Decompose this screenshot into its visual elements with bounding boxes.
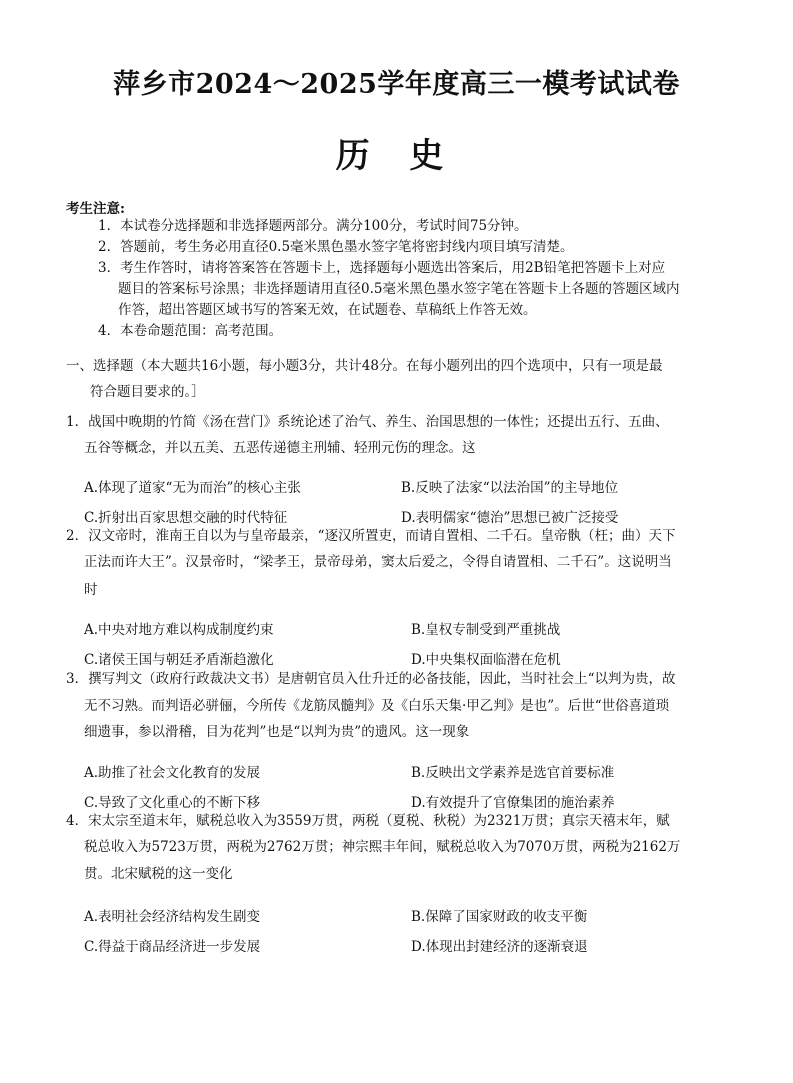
question-2-stem: 时 (84, 582, 98, 598)
question-3-stem: 3．撰写判文（政府行政裁决文书）是唐朝官员入仕升迁的必备技能，因此，当时社会上“以判为贵，故 (66, 671, 676, 687)
question-1-stem: 1．战国中晚期的竹简《汤在营门》系统论述了治气、养生、治国思想的一体性；还提出五行、五曲、 (66, 414, 669, 430)
notice-item: 3．考生作答时，请将答案答在答题卡上，选择题每小题选出答案后，用2B铅笔把答题卡上对应 (98, 260, 666, 276)
question-3-option-c: C.导致了文化重心的不断下移 (84, 795, 261, 811)
question-2-stem: 2．汉文帝时，淮南王自以为与皇帝最亲，“逐汉所置吏，而请自置相、二千石。皇帝骫（枉；曲）天下 (66, 528, 676, 544)
question-3-stem: 无不习熟。而判语必骈俪，今所传《龙筋凤髓判》及《白乐天集·甲乙判》是也”。后世“世俗喜道琐 (84, 698, 670, 714)
notice-item: 题目的答案标号涂黑；非选择题请用直径0.5毫米黑色墨水签字笔在答题卡上各题的答题区域内 (118, 281, 680, 297)
notice-heading: 考生注意: (66, 201, 125, 217)
notice-item: 2．答题前，考生务必用直径0.5毫米黑色墨水签字笔将密封线内项目填写清楚。 (98, 239, 574, 255)
section-instruction: 一、选择题（本大题共16小题，每小题3分，共计48分。在每小题列出的四个选项中，只有一项是最 (66, 358, 663, 374)
question-2-option-d: D.中央集权面临潜在危机 (411, 652, 561, 668)
exam-title: 萍乡市2024～2025学年度高三一模考试试卷 (113, 69, 680, 100)
question-1-option-a: A.体现了道家“无为而治”的核心主张 (84, 480, 301, 496)
question-4-option-a: A.表明社会经济结构发生剧变 (84, 909, 261, 925)
notice-item: 1．本试卷分选择题和非选择题两部分。满分100分，考试时间75分钟。 (98, 218, 528, 234)
question-3-option-b: B.反映出文学素养是选官首要标准 (411, 765, 615, 781)
question-4-option-b: B.保障了国家财政的收支平衡 (411, 909, 588, 925)
subject-title: 历 史 (335, 136, 458, 176)
question-1-option-c: C.折射出百家思想交融的时代特征 (84, 510, 288, 526)
question-3-stem: 细遗事，参以滑稽，目为花判”也是“以判为贵”的遗风。这一现象 (84, 724, 470, 740)
question-3-option-a: A.助推了社会文化教育的发展 (84, 765, 261, 781)
question-2-option-a: A.中央对地方难以构成制度约束 (84, 622, 274, 638)
question-2-stem: 正法而许大王”。汉景帝时，“梁孝王，景帝母弟，窦太后爱之，令得自请置相、二千石”。这说明当 (84, 554, 672, 570)
question-2-option-c: C.诸侯王国与朝廷矛盾渐趋激化 (84, 652, 274, 668)
question-4-stem: 贯。北宋赋税的这一变化 (84, 866, 233, 882)
question-1-stem: 五谷等概念，并以五美、五恶传递德主刑辅、轻刑元伤的理念。这 (84, 440, 476, 456)
question-4-stem: 税总收入为5723万贯，两税为2762万贯；神宗熙丰年间，赋税总收入为7070万贯，两税为2162万 (84, 839, 681, 855)
question-4-stem: 4．宋太宗至道末年，赋税总收入为3559万贯，两税（夏税、秋税）为2321万贯；真宗天禧末年，赋 (66, 813, 670, 829)
question-1-option-d: D.表明儒家“德治”思想已被广泛接受 (401, 510, 619, 526)
question-1-option-b: B.反映了法家“以法治国”的主导地位 (401, 480, 619, 496)
notice-item: 作答，超出答题区域书写的答案无效，在试题卷、草稿纸上作答无效。 (118, 302, 537, 318)
question-2-option-b: B.皇权专制受到严重挑战 (411, 622, 561, 638)
section-instruction: 符合题目要求的。］ (90, 384, 205, 400)
question-3-option-d: D.有效提升了官僚集团的施治素养 (411, 795, 615, 811)
question-4-option-d: D.体现出封建经济的逐渐衰退 (411, 939, 588, 955)
notice-item: 4．本卷命题范围：高考范围。 (98, 323, 283, 339)
question-4-option-c: C.得益于商品经济进一步发展 (84, 939, 261, 955)
